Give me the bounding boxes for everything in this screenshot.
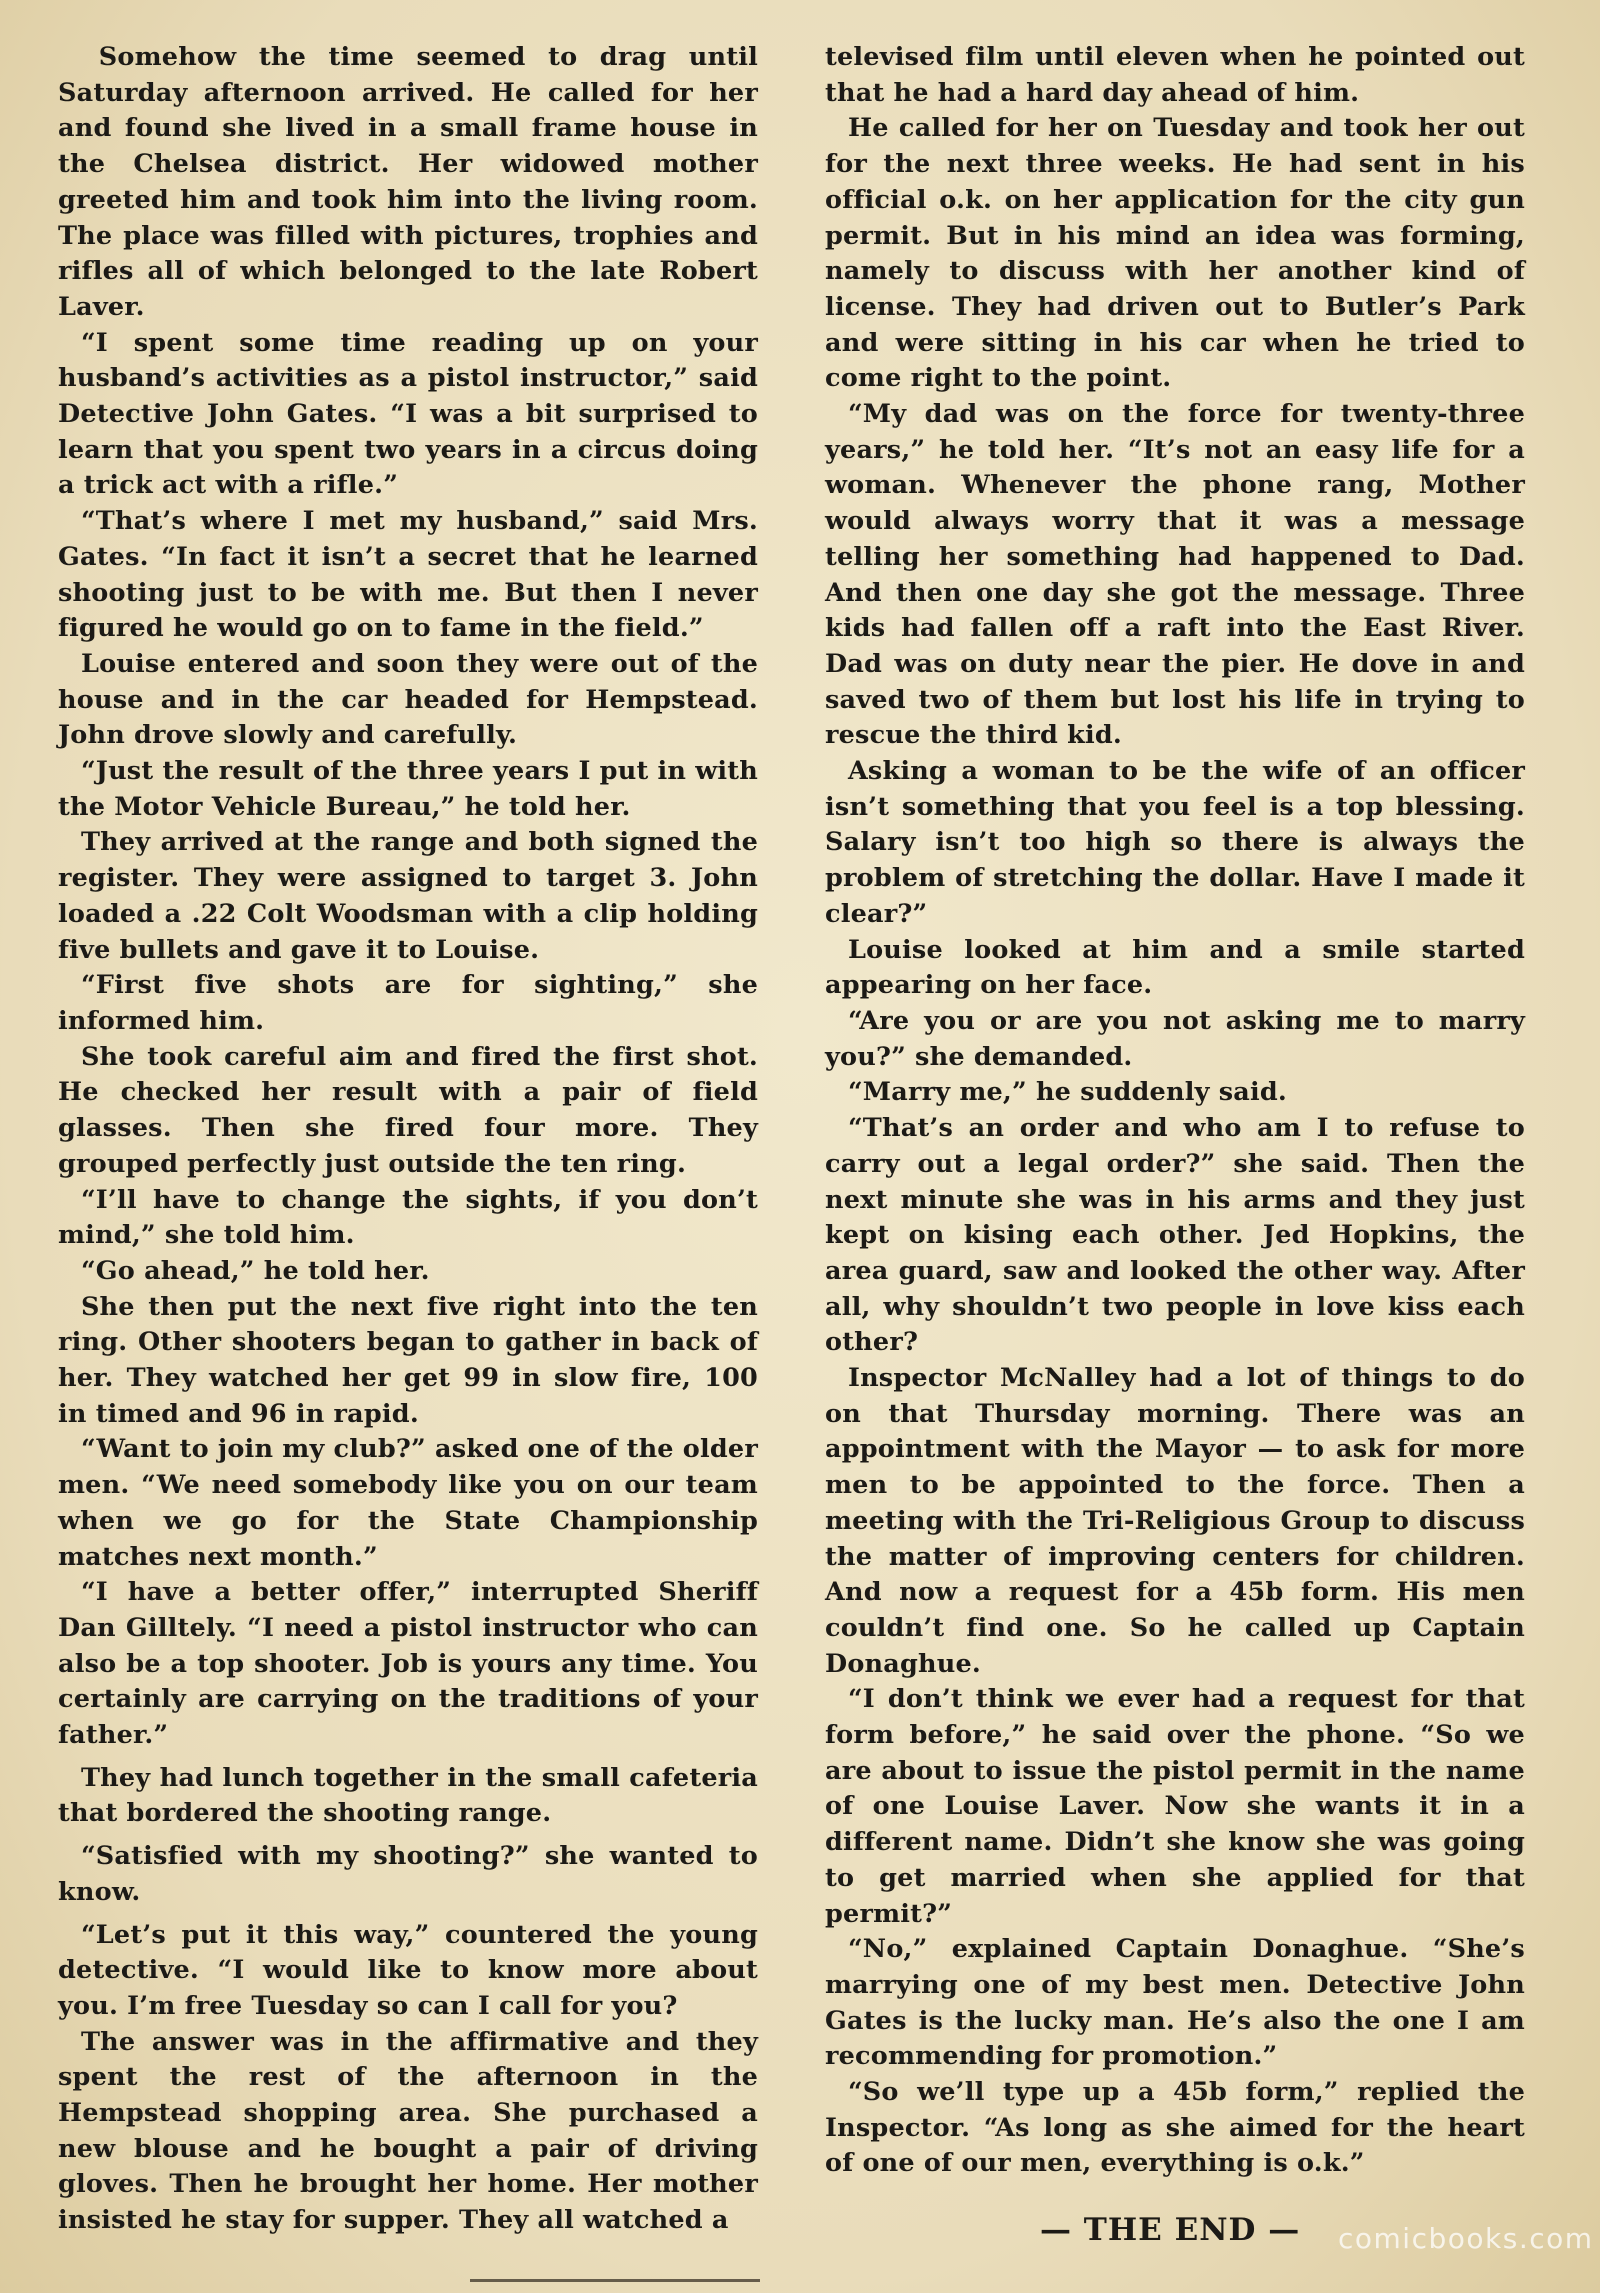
paragraph: “Satisfied with my shooting?” she wanted to know. bbox=[58, 1841, 758, 1907]
paragraph: “I have a better offer,” interrupted Sheriff Dan Gilltely. “I need a pistol instructor who can also be a top shooter. Job is yours any time. You certainly are carrying on the traditions of your father.” bbox=[58, 1577, 758, 1751]
paragraph: “I’ll have to change the sights, if you don’t mind,” she told him. bbox=[58, 1184, 758, 1251]
paragraph: “Want to join my club?” asked one of the older men. “We need somebody like you on our team when we go for the State Championship matches next month.” bbox=[58, 1434, 758, 1572]
paragraph: They arrived at the range and both signed the register. They were assigned to target 3. John loaded a .22 Colt Woodsman with a clip holding five bullets and gave it to Louise. bbox=[58, 827, 758, 965]
paragraph: She took careful aim and fired the first shot. He checked her result with a pair of field glasses. Then she fired four more. They grouped perfectly just outside the ten ring. bbox=[58, 1041, 758, 1179]
paragraph: Inspector McNalley had a lot of things to do on that Thursday morning. There was an appointment with the Mayor — to ask for more men to be appointed to the force. Then a meeting with the Tri-Religious Group to discuss the matter of improving centers for children. And now a request for a 45b form. His men couldn’t find one. So he called up Captain Donaghue. bbox=[825, 1363, 1525, 1679]
paragraph: “I don’t think we ever had a request for that form before,” he said over the phone. “So we are about to issue the pistol permit in the name of one Louise Laver. Now she wants it in a different name. Didn’t she know she was going to get married when she applied for that permit?” bbox=[825, 1684, 1525, 1929]
paragraph: They had lunch together in the small cafeteria that bordered the shooting range. bbox=[58, 1762, 758, 1829]
site-watermark: comicbooks.com bbox=[1338, 2222, 1594, 2255]
paragraph: Louise looked at him and a smile started appearing on her face. bbox=[825, 934, 1525, 1001]
paragraph: “Go ahead,” he told her. bbox=[80, 1255, 430, 1286]
paragraph: “So we’ll type up a 45b form,” replied the Inspector. “As long as she aimed for the heart of one of our men, everything is o.k.” bbox=[825, 2077, 1525, 2179]
paragraph: “That’s where I met my husband,” said Mrs. Gates. “In fact it isn’t a secret that he learned shooting just to be with me. But then I never figured he would go on to fame in the field.” bbox=[58, 506, 758, 644]
paragraph: The answer was in the affirmative and they spent the rest of the afternoon in the Hempstead shopping area. She purchased a new blouse and he bought a pair of driving gloves. Then he brought her home. Her mother insisted he stay for supper. They all watched a bbox=[58, 2026, 758, 2236]
left-text-column bbox=[58, 40, 758, 2239]
paragraph: “I spent some time reading up on your husband’s activities as a pistol instructor,” said Detective John Gates. “I was a bit surprised to learn that you spent two years in a circus doing a trick act with a rifle.” bbox=[58, 327, 758, 501]
paragraph: “Just the result of the three years I put in with the Motor Vehicle Bureau,” he told her. bbox=[58, 756, 758, 822]
right-text-column bbox=[825, 40, 1525, 2182]
paragraph: Louise entered and soon they were out of the house and in the car headed for Hempstead. John drove slowly and carefully. bbox=[58, 648, 758, 751]
paragraph: Somehow the time seemed to drag until Saturday afternoon arrived. He called for her and found she lived in a small frame house in the Chelsea district. Her widowed mother greeted him and took him into the living room. The place was filled with pictures, trophies and rifles all of which belonged to the late Robert Laver. bbox=[58, 42, 758, 322]
paragraph: She then put the next five right into the ten ring. Other shooters began to gather in back of her. They watched her get 99 in slow fire, 100 in timed and 96 in rapid. bbox=[58, 1291, 758, 1429]
bottom-rule-divider bbox=[470, 2279, 760, 2282]
paragraph: “My dad was on the force for twenty-three years,” he told her. “It’s not an easy life for a woman. Whenever the phone rang, Mother would always worry that it was a message telling her something had happened to Dad. And then one day she got the message. Three kids had fallen off a raft into the East River. Dad was on duty near the pier. He dove in and saved two of them but lost his life in trying to rescue the third kid. bbox=[825, 399, 1525, 751]
paragraph: “Marry me,” he suddenly said. bbox=[847, 1077, 1287, 1108]
paragraph: “Let’s put it this way,” countered the young detective. “I would like to know more about you. I’m free Tuesday so can I call for you? bbox=[58, 1919, 758, 2021]
story-end-mark: — THE END — bbox=[1040, 2212, 1301, 2248]
paragraph: “Are you or are you not asking me to marry you?” she demanded. bbox=[825, 1005, 1525, 1072]
paragraph: “That’s an order and who am I to refuse to carry out a legal order?” she said. Then the next minute she was in his arms and they just kept on kising each other. Jed Hopkins, the area guard, saw and looked the other way. After all, why shouldn’t two people in love kiss each other? bbox=[825, 1113, 1525, 1358]
paragraph: Asking a woman to be the wife of an officer isn’t something that you feel is a top blessing. Salary isn’t too high so there is always the problem of stretching the dollar. Have I made it clear?” bbox=[825, 756, 1525, 929]
paragraph: He called for her on Tuesday and took her out for the next three weeks. He had sent in his official o.k. on her application for the city gun permit. But in his mind an idea was forming, namely to discuss with her another kind of license. They had driven out to Butler’s Park and were sitting in his car when he tried to come right to the point. bbox=[825, 113, 1525, 394]
paragraph: “First five shots are for sighting,” she informed him. bbox=[58, 970, 758, 1036]
paragraph: televised film until eleven when he pointed out that he had a hard day ahead of him. bbox=[825, 42, 1525, 108]
paragraph: “No,” explained Captain Donaghue. “She’s marrying one of my best men. Detective John Gates is the lucky man. He’s also the one I am recommending for promotion.” bbox=[825, 1934, 1525, 2072]
